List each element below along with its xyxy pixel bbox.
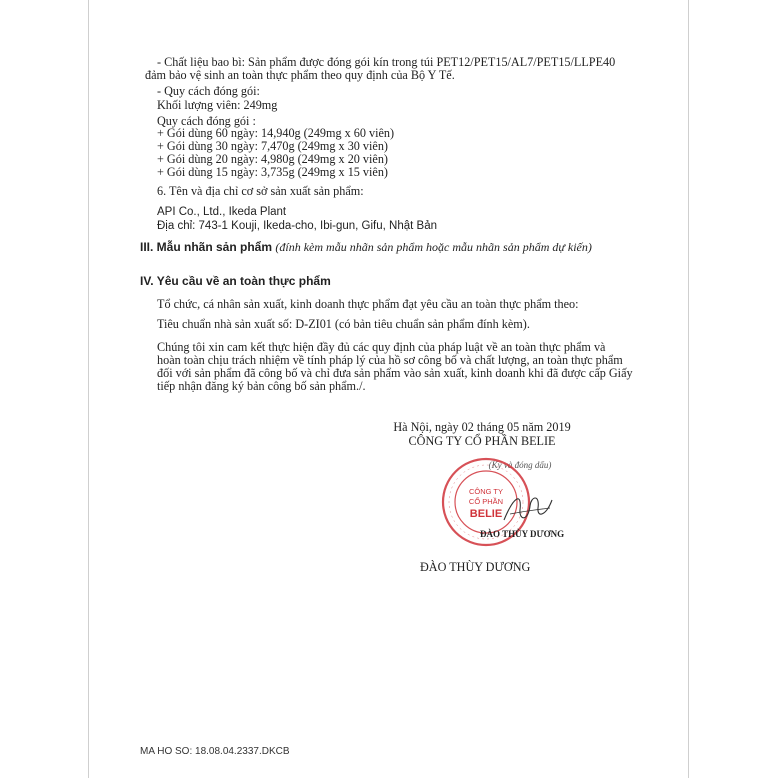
seal-text-line-1: CÔNG TY xyxy=(468,487,504,496)
packing-spec-label: Quy cách đóng gói : xyxy=(157,114,256,128)
section-3-heading xyxy=(140,240,592,254)
section-3-title: III. Mẫu nhãn sản phẩm xyxy=(140,240,273,254)
pack-60-days: + Gói dùng 60 ngày: 14,940g (249mg x 60 viên) xyxy=(157,126,395,140)
seal-text-line-3: BELIE xyxy=(469,508,503,520)
commitment-line-2: hoàn toàn chịu trách nhiệm về tính pháp lý của hồ sơ công bố và chất lượng, an toàn thực phẩm xyxy=(157,353,623,367)
packaging-material-line: - Chất liệu bao bì: Sản phẩm được đóng gói kín trong túi PET12/PET15/AL7/PET15/LLPE40 xyxy=(157,55,616,69)
seal-text-line-2: CỔ PHẦN xyxy=(468,497,504,506)
safety-requirement-line: Tổ chức, cá nhân sản xuất, kinh doanh thực phẩm đạt yêu cầu an toàn thực phẩm theo: xyxy=(157,297,579,311)
commitment-line-3: đối với sản phẩm đã công bố và chỉ đưa sản phẩm vào sản xuất, kinh doanh khi đã được cấp Giấy xyxy=(157,366,633,380)
signing-date: Hà Nội, ngày 02 tháng 05 năm 2019 xyxy=(393,420,571,434)
manufacturer-address: Địa chỉ: 743-1 Kouji, Ikeda-cho, Ibi-gun, Gifu, Nhật Bản xyxy=(157,220,437,232)
pack-30-days: + Gói dùng 30 ngày: 7,470g (249mg x 30 viên) xyxy=(157,139,388,153)
pack-20-days: + Gói dùng 20 ngày: 4,980g (249mg x 20 viên) xyxy=(157,152,388,166)
dossier-code: MA HO SO: 18.08.04.2337.DKCB xyxy=(140,746,290,757)
packing-spec-heading: - Quy cách đóng gói: xyxy=(157,84,260,98)
signer-name-small: ĐÀO THÙY DƯƠNG xyxy=(480,529,565,539)
signer-name: ĐÀO THÙY DƯƠNG xyxy=(420,560,531,574)
handwritten-signature xyxy=(500,486,560,532)
section-4-heading: IV. Yêu cầu về an toàn thực phẩm xyxy=(140,274,331,288)
manufacturer-standard: Tiêu chuẩn nhà sản xuất số: D-ZI01 (có bản tiêu chuẩn sản phẩm đính kèm). xyxy=(157,317,530,331)
commitment-line-4: tiếp nhận đăng ký bản công bố sản phẩm./. xyxy=(157,379,366,393)
manufacturer-name: API Co., Ltd., Ikeda Plant xyxy=(157,206,287,218)
commitment-line-1: Chúng tôi xin cam kết thực hiện đầy đủ các quy định của pháp luật về an toàn thực phẩm và xyxy=(157,340,606,354)
tablet-weight: Khối lượng viên: 249mg xyxy=(157,98,278,112)
company-name: CÔNG TY CỔ PHẦN BELIE xyxy=(408,434,556,448)
pack-15-days: + Gói dùng 15 ngày: 3,735g (249mg x 15 viên) xyxy=(157,165,388,179)
manufacturer-heading: 6. Tên và địa chỉ cơ sở sản xuất sản phẩm: xyxy=(157,184,364,198)
section-3-note: (đính kèm mẫu nhãn sản phẩm hoặc mẫu nhãn sản phẩm dự kiến) xyxy=(275,240,592,254)
packaging-material-line-2: đảm bảo vệ sinh an toàn thực phẩm theo quy định của Bộ Y Tế. xyxy=(145,68,455,82)
sign-and-stamp-note: (Ký và đóng dấu) xyxy=(488,460,552,470)
